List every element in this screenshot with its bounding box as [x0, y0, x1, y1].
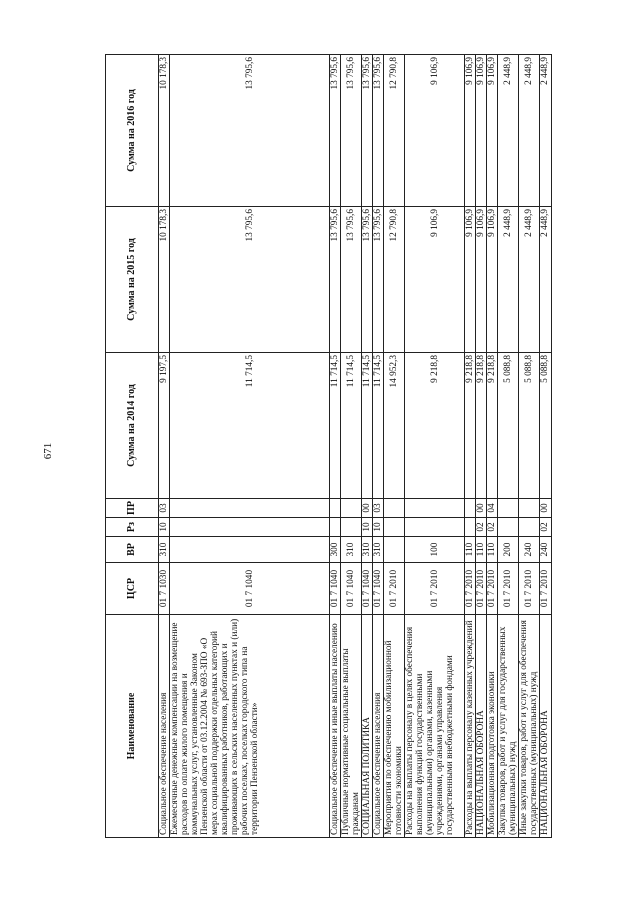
column-header-pr: ПР	[106, 499, 159, 518]
cell-csr: 01 7 2010	[519, 563, 540, 615]
cell-sum-2016: 13 795,6	[330, 55, 341, 207]
cell-csr: 01 7 2010	[487, 563, 498, 615]
cell-rz: 02	[487, 518, 498, 537]
column-header-sum-2014: Сумма на 2014 год	[106, 353, 159, 499]
cell-rz	[330, 518, 341, 537]
cell-sum-2014: 9 218,8	[465, 353, 476, 499]
cell-pr	[519, 499, 540, 518]
cell-name: Закупка товаров, работ и услуг для государственных (муниципальных) нужд	[498, 615, 519, 838]
cell-vr: 200	[498, 537, 519, 563]
cell-vr: 240	[519, 537, 540, 563]
cell-sum-2016: 9 106,9	[487, 55, 498, 207]
cell-sum-2014: 9 218,8	[476, 353, 487, 499]
cell-csr: 01 7 1040	[362, 563, 373, 615]
cell-sum-2014: 5 088,8	[498, 353, 519, 499]
cell-name: Мобилизационная подготовка экономики	[487, 615, 498, 838]
cell-sum-2014: 9 197,5	[159, 353, 170, 499]
cell-sum-2016: 12 790,8	[384, 55, 405, 207]
cell-csr: 01 7 1040	[373, 563, 384, 615]
cell-rz	[384, 518, 405, 537]
cell-sum-2015: 9 106,9	[487, 207, 498, 353]
cell-rz	[465, 518, 476, 537]
cell-pr	[341, 499, 362, 518]
cell-csr: 01 7 1040	[341, 563, 362, 615]
cell-sum-2014: 11 714,5	[170, 353, 330, 499]
column-header-sum-2015: Сумма на 2015 год	[106, 207, 159, 353]
cell-csr: 01 7 2010	[384, 563, 405, 615]
cell-csr: 01 7 2010	[476, 563, 487, 615]
page-number: 671	[42, 442, 54, 460]
cell-sum-2015: 2 448,9	[519, 207, 540, 353]
table-row	[519, 55, 540, 838]
cell-sum-2014: 5 088,8	[519, 353, 540, 499]
cell-vr: 310	[362, 537, 373, 563]
cell-pr	[170, 499, 330, 518]
cell-sum-2015: 10 178,3	[159, 207, 170, 353]
cell-name: Публичные нормативные социальные выплаты гражданам	[341, 615, 362, 838]
cell-name: СОЦИАЛЬНАЯ ПОЛИТИКА	[362, 615, 373, 838]
cell-csr: 01 7 2010	[498, 563, 519, 615]
cell-vr: 240	[540, 537, 551, 563]
cell-pr: 00	[540, 499, 551, 518]
cell-csr: 01 7 2010	[465, 563, 476, 615]
budget-table	[105, 54, 552, 838]
table-row	[159, 55, 170, 838]
cell-name: Иные закупки товаров, работ и услуг для обеспечения государственных (муниципальных) нужд	[519, 615, 540, 838]
cell-rz: 10	[362, 518, 373, 537]
cell-vr: 110	[476, 537, 487, 563]
cell-sum-2015: 12 790,8	[384, 207, 405, 353]
cell-sum-2015: 13 795,6	[330, 207, 341, 353]
cell-sum-2016: 2 448,9	[519, 55, 540, 207]
cell-sum-2015: 13 795,6	[170, 207, 330, 353]
cell-sum-2014: 11 714,5	[341, 353, 362, 499]
table-row	[330, 55, 341, 838]
cell-sum-2016: 13 795,6	[170, 55, 330, 207]
cell-csr: 01 7 1040	[330, 563, 341, 615]
cell-rz	[498, 518, 519, 537]
cell-vr	[170, 537, 330, 563]
cell-name: Социальное обеспечение и иные выплаты населению	[330, 615, 341, 838]
cell-vr: 110	[487, 537, 498, 563]
cell-name: НАЦИОНАЛЬНАЯ ОБОРОНА	[476, 615, 487, 838]
cell-sum-2016: 2 448,9	[498, 55, 519, 207]
cell-name: НАЦИОНАЛЬНАЯ ОБОРОНА	[540, 615, 551, 838]
cell-rz: 10	[373, 518, 384, 537]
cell-sum-2015: 9 106,9	[465, 207, 476, 353]
column-header-sum-2016: Сумма на 2016 год	[106, 55, 159, 207]
cell-sum-2016: 13 795,6	[373, 55, 384, 207]
cell-pr: 00	[476, 499, 487, 518]
column-header-name: Наименование	[106, 615, 159, 838]
cell-sum-2016: 13 795,6	[362, 55, 373, 207]
cell-name: Мероприятия по обеспечению мобилизационной готовности экономики	[384, 615, 405, 838]
cell-pr: 04	[487, 499, 498, 518]
cell-pr: 00	[362, 499, 373, 518]
cell-name: Расходы на выплаты персоналу в целях обеспечения выполнения функций государственными (муниципальными) органами, казенными учреждениями, органами управления государственными внебюджетными фондами	[405, 615, 465, 838]
cell-sum-2016: 9 106,9	[465, 55, 476, 207]
cell-sum-2014: 9 218,8	[405, 353, 465, 499]
column-header-vr: ВР	[106, 537, 159, 563]
table-row	[384, 55, 405, 838]
cell-sum-2016: 9 106,9	[405, 55, 465, 207]
cell-vr: 100	[405, 537, 465, 563]
cell-sum-2014: 11 714,5	[362, 353, 373, 499]
cell-rz	[170, 518, 330, 537]
cell-sum-2015: 2 448,9	[540, 207, 551, 353]
cell-sum-2015: 9 106,9	[405, 207, 465, 353]
column-header-csr: ЦСР	[106, 563, 159, 615]
cell-sum-2015: 2 448,9	[498, 207, 519, 353]
cell-sum-2014: 11 714,5	[373, 353, 384, 499]
cell-vr: 310	[159, 537, 170, 563]
table-row	[540, 55, 551, 838]
table-row	[170, 55, 330, 838]
cell-sum-2014: 9 218,8	[487, 353, 498, 499]
cell-sum-2014: 14 952,3	[384, 353, 405, 499]
cell-pr	[384, 499, 405, 518]
cell-pr	[498, 499, 519, 518]
cell-rz	[519, 518, 540, 537]
cell-rz	[341, 518, 362, 537]
cell-csr: 01 7 2010	[540, 563, 551, 615]
column-header-rz: Рз	[106, 518, 159, 537]
cell-csr: 01 7 1030	[159, 563, 170, 615]
cell-vr: 300	[330, 537, 341, 563]
cell-csr: 01 7 1040	[170, 563, 330, 615]
cell-pr	[330, 499, 341, 518]
cell-rz: 02	[540, 518, 551, 537]
cell-sum-2016: 10 178,3	[159, 55, 170, 207]
cell-sum-2015: 13 795,6	[362, 207, 373, 353]
cell-vr: 110	[465, 537, 476, 563]
cell-sum-2014: 5 088,8	[540, 353, 551, 499]
cell-name: Социальное обеспечение населения	[159, 615, 170, 838]
cell-name: Расходы на выплаты персоналу казенных учреждений	[465, 615, 476, 838]
cell-rz	[405, 518, 465, 537]
cell-pr	[465, 499, 476, 518]
cell-csr: 01 7 2010	[405, 563, 465, 615]
cell-name: Ежемесячные денежные компенсации на возмещение расходов по оплате жилого помещения и коммунальных услуг, установленные Законом Пензенской области от 03.12.2004 № 693-ЗПО «О мерах социальной поддержки отдельных категорий квалифицированных работников, работающих и проживающих в сельских населенных пунктах и (или) рабочих поселках, поселках городского типа на территории Пензенской области»	[170, 615, 330, 838]
cell-sum-2014: 11 714,5	[330, 353, 341, 499]
cell-rz: 10	[159, 518, 170, 537]
cell-vr	[384, 537, 405, 563]
table-row	[498, 55, 519, 838]
table-row	[341, 55, 362, 838]
cell-sum-2016: 2 448,9	[540, 55, 551, 207]
cell-sum-2015: 9 106,9	[476, 207, 487, 353]
cell-sum-2016: 9 106,9	[476, 55, 487, 207]
cell-sum-2015: 13 795,6	[341, 207, 362, 353]
rotated-table-container	[105, 55, 572, 838]
cell-vr: 310	[373, 537, 384, 563]
cell-sum-2016: 13 795,6	[341, 55, 362, 207]
table-row	[362, 55, 373, 838]
table-header-row	[106, 55, 159, 838]
table-row	[373, 55, 384, 838]
cell-rz: 02	[476, 518, 487, 537]
table-row	[405, 55, 465, 838]
table-row	[476, 55, 487, 838]
table-row	[487, 55, 498, 838]
cell-pr	[405, 499, 465, 518]
cell-pr: 03	[159, 499, 170, 518]
cell-vr: 310	[341, 537, 362, 563]
table-row	[465, 55, 476, 838]
cell-sum-2015: 13 795,6	[373, 207, 384, 353]
cell-name: Социальное обеспечение населения	[373, 615, 384, 838]
cell-pr: 03	[373, 499, 384, 518]
